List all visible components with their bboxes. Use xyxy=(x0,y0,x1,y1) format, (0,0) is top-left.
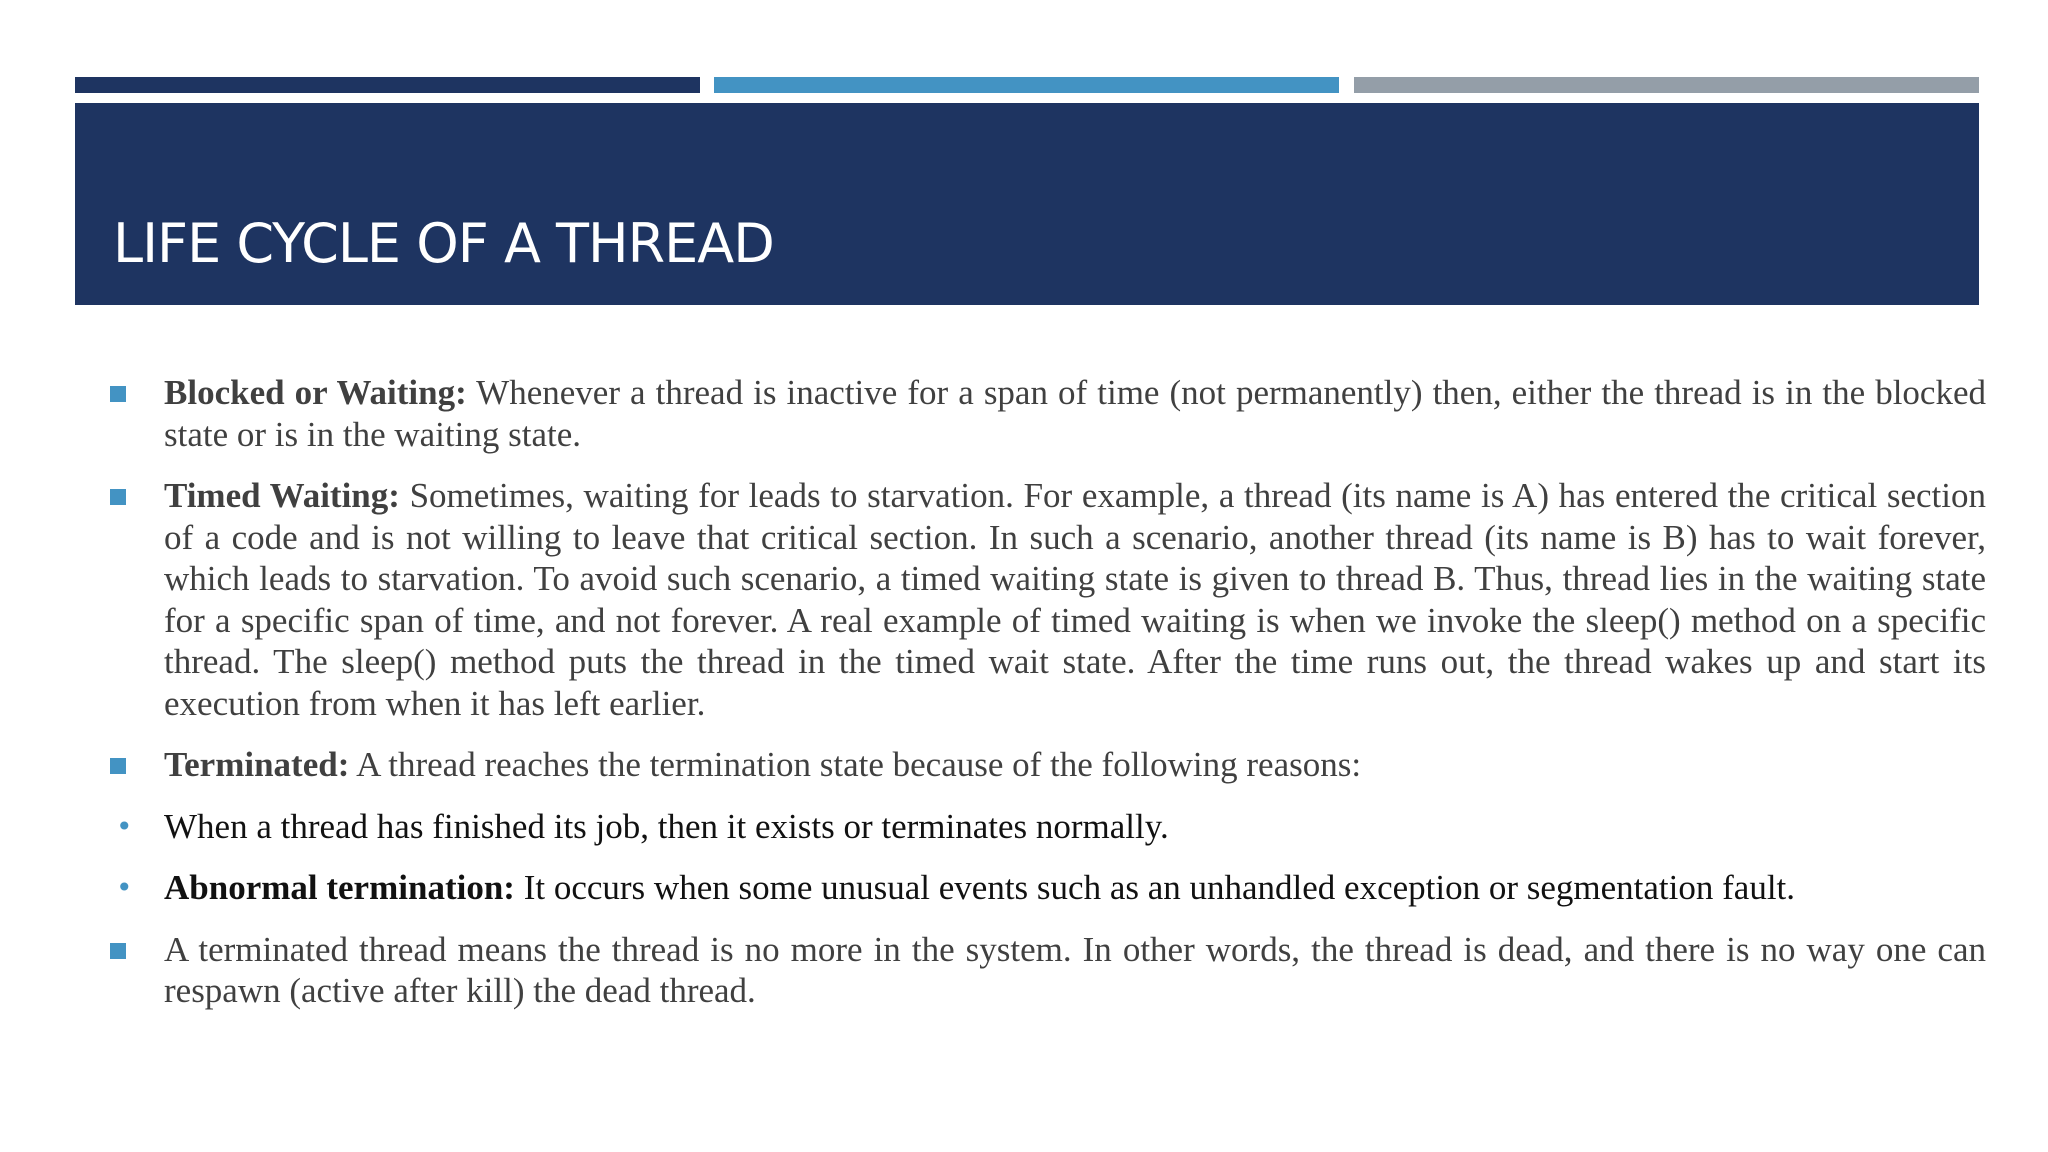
item-lead: Terminated: xyxy=(164,745,350,784)
bullet-list xyxy=(110,372,1986,1032)
item-text: It occurs when some unusual events such as an unhandled exception or segmentation fault. xyxy=(514,868,1796,907)
square-bullet-icon xyxy=(110,943,126,959)
square-bullet-icon xyxy=(110,489,126,505)
slide-title: LIFE CYCLE OF A THREAD xyxy=(113,212,774,275)
accent-bar-dark xyxy=(75,77,700,93)
list-item-dead-thread xyxy=(110,929,1986,1012)
list-item-abnormal-termination xyxy=(110,867,1986,909)
list-item-terminated xyxy=(110,744,1986,786)
title-banner xyxy=(75,103,1979,305)
item-lead: Timed Waiting: xyxy=(164,476,400,515)
list-item-timed-waiting xyxy=(110,475,1986,724)
item-text: Whenever a thread is inactive for a span of time (not permanently) then, either the thread is in the blocked state or is in the waiting state. xyxy=(164,373,1986,454)
item-text: When a thread has finished its job, then it exists or terminates normally. xyxy=(164,806,1169,846)
item-lead: Abnormal termination: xyxy=(164,868,515,907)
dot-bullet-icon: • xyxy=(116,809,133,843)
dot-bullet-icon: • xyxy=(116,871,133,904)
item-text: Sometimes, waiting for leads to starvation. For example, a thread (its name is A) has entered the critical section of a code and is not willing to leave that critical section. In such a scenario, another thread (its name is B) has to wait forever, which leads to starvation. To avoid such scenario, a timed waiting state is given to thread B. Thus, thread lies in the waiting state for a specific span of time, and not forever. A real example of timed waiting is when we invoke the sleep() method on a specific thread. The sleep() method puts the thread in the timed wait state. After the time runs out, the thread wakes up and start its execution from when it has left earlier. xyxy=(164,476,1986,723)
item-lead: Blocked or Waiting: xyxy=(164,373,467,412)
item-text: A thread reaches the termination state because of the following reasons: xyxy=(349,745,1362,784)
square-bullet-icon xyxy=(110,386,126,402)
square-bullet-icon xyxy=(110,758,126,774)
list-item-normal-termination xyxy=(110,806,1986,848)
item-text: A terminated thread means the thread is no more in the system. In other words, the thread is dead, and there is no way one can respawn (active after kill) the dead thread. xyxy=(164,929,1986,1010)
accent-bar-blue xyxy=(714,77,1339,93)
accent-bar-gray xyxy=(1354,77,1979,93)
list-item-blocked-waiting xyxy=(110,372,1986,455)
